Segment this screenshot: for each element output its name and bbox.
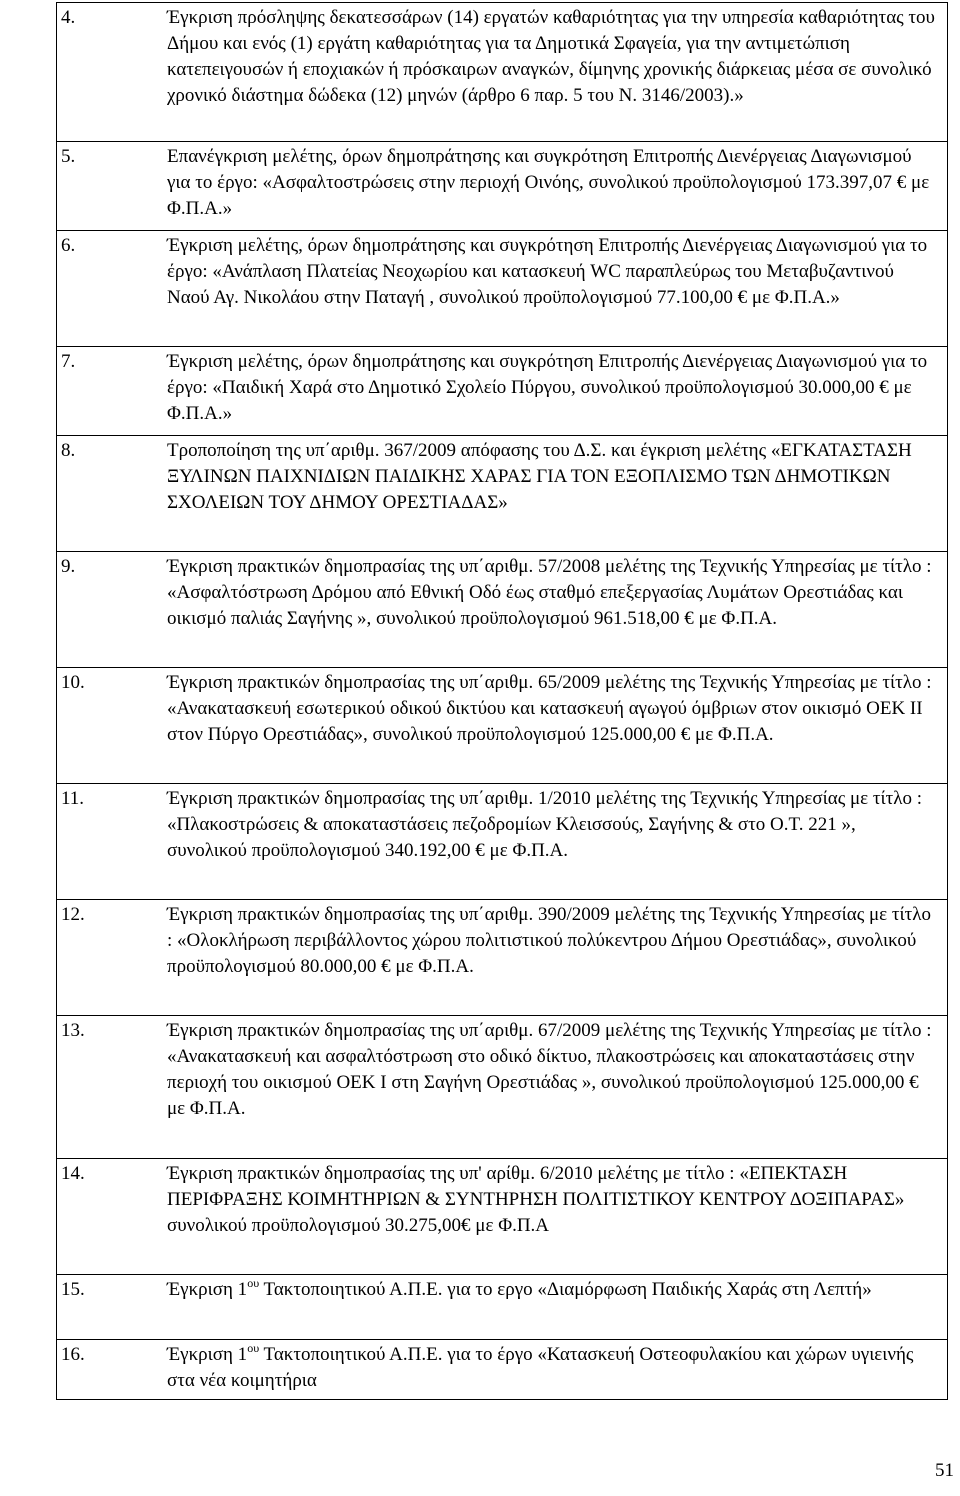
item-number: 4.	[61, 7, 76, 28]
item-text-rest: Τακτοποιητικού Α.Π.Ε. για το έργο «Κατασκευή Οστεοφυλακίου και χώρων υγιεινής στα νέα κοιμητήρια	[167, 1344, 914, 1391]
item-number: 10.	[61, 672, 85, 693]
item-text: Έγκριση πρακτικών δημοπρασίας της υπ΄αριθμ. 67/2009 μελέτης της Τεχνικής Υπηρεσίας με τίτλο : «Ανακατασκευή και ασφαλτόστρωση στο οδικό δίκτυο, πλακοστρώσεις και αποκαταστάσεις στην περιοχή του οικισμού ΟΕΚ Ι στη Σαγήνη Ορεστιάδας », συνολικού προϋπολογισμού 125.000,00 € με Φ.Π.Α.	[167, 1020, 932, 1119]
item-number: 16.	[61, 1344, 85, 1365]
item-text-prefix: Έγκριση 1	[167, 1279, 248, 1300]
item-text	[167, 1277, 943, 1339]
agenda-item-8	[57, 435, 947, 551]
page-number: 51	[935, 1460, 954, 1481]
item-text: Έγκριση μελέτης, όρων δημοπράτησης και συγκρότηση Επιτροπής Διενέργειας Διαγωνισμού για το έργο: «Ανάπλαση Πλατείας Νεοχωρίου και κατασκευή WC παραπλεύρως του Μεταβυζαντινού Ναού Αγ. Νικολάου στην Παταγή , συνολικού προϋπολογισμού 77.100,00 € με Φ.Π.Α.»	[167, 235, 928, 308]
item-text: Έγκριση πρακτικών δημοπρασίας της υπ΄αριθμ. 1/2010 μελέτης της Τεχνικής Υπηρεσίας με τίτλο : «Πλακοστρώσεις & αποκαταστάσεις πεζοδρομίων Κλεισσούς, Σαγήνης & στο Ο.Τ. 221 », συνολικού προϋπολογισμού 340.192,00 € με Φ.Π.Α.	[167, 788, 923, 861]
agenda-table	[56, 2, 948, 1400]
item-number: 14.	[61, 1163, 85, 1184]
item-number: 8.	[61, 440, 76, 461]
item-number: 7.	[61, 351, 76, 372]
item-number: 9.	[61, 556, 76, 577]
agenda-item-13	[57, 1015, 947, 1158]
ordinal-superscript: ου	[247, 1276, 260, 1290]
agenda-item-14	[57, 1158, 947, 1274]
item-text-prefix: Έγκριση 1	[167, 1344, 248, 1365]
item-text: Έγκριση πρακτικών δημοπρασίας της υπ' αρίθμ. 6/2010 μελέτης με τίτλο : «ΕΠΕΚΤΑΣΗ ΠΕΡΙΦΡΑΞΗΣ ΚΟΙΜΗΤΗΡΙΩΝ & ΣΥΝΤΗΡΗΣΗ ΠΟΛΙΤΙΣΤΙΚΟΥ ΚΕΝΤΡΟΥ ΔΟΞΙΠΑΡΑΣ» συνολικού προϋπολογισμού 30.275,00€ με Φ.Π.Α	[167, 1163, 905, 1236]
item-number: 12.	[61, 904, 85, 925]
agenda-item-15	[57, 1274, 947, 1339]
item-text: Έγκριση πρόσληψης δεκατεσσάρων (14) εργατών καθαριότητας για την υπηρεσία καθαριότητας του Δήμου και ενός (1) εργάτη καθαριότητας για τα Δημοτικά Σφαγεία, για την αντιμετώπιση κατεπειγουσών ή εποχιακών ή πρόσκαιρων αναγκών, δίμηνης χρονικής διάρκειας μέσα σε συνολικό χρονικό διάστημα δώδεκα (12) μηνών (άρθρο 6 παρ. 5 του Ν. 3146/2003).»	[167, 7, 935, 106]
agenda-item-6	[57, 230, 947, 346]
item-text: Έγκριση πρακτικών δημοπρασίας της υπ΄αριθμ. 65/2009 μελέτης της Τεχνικής Υπηρεσίας με τίτλο : «Ανακατασκευή εσωτερικού οδικού δικτύου και κατασκευή αγωγού όμβριων στον οικισμό ΟΕΚ ΙΙ στον Πύργο Ορεστιάδας», συνολικού προϋπολογισμού 125.000,00 € με Φ.Π.Α.	[167, 672, 932, 745]
item-number: 11.	[61, 788, 85, 809]
item-text: Έγκριση πρακτικών δημοπρασίας της υπ΄αριθμ. 57/2008 μελέτης της Τεχνικής Υπηρεσίας με τίτλο : «Ασφαλτόστρωση Δρόμου από Εθνική Οδό έως σταθμό επεξεργασίας Λυμάτων Ορεστιάδας και οικισμό παλιάς Σαγήνης », συνολικού προϋπολογισμού 961.518,00 € με Φ.Π.Α.	[167, 556, 932, 629]
item-text	[167, 1342, 943, 1399]
item-text: Έγκριση πρακτικών δημοπρασίας της υπ΄αριθμ. 390/2009 μελέτης της Τεχνικής Υπηρεσίας με τίτλο : «Ολοκλήρωση περιβάλλοντος χώρου πολιτιστικού πολύκεντρου Δήμου Ορεστιάδας», συνολικού προϋπολογισμού 80.000,00 € με Φ.Π.Α.	[167, 904, 931, 977]
ordinal-superscript: ου	[247, 1341, 260, 1355]
agenda-item-10	[57, 667, 947, 783]
item-text-rest: Τακτοποιητικού Α.Π.Ε. για το εργο «Διαμόρφωση Παιδικής Χαράς στη Λεπτή»	[259, 1279, 872, 1300]
agenda-item-5	[57, 141, 947, 230]
agenda-item-11	[57, 783, 947, 899]
agenda-item-4	[57, 3, 947, 141]
agenda-item-7	[57, 346, 947, 435]
item-number: 13.	[61, 1020, 85, 1041]
item-number: 6.	[61, 235, 76, 256]
item-number: 15.	[61, 1279, 85, 1300]
item-number: 5.	[61, 146, 76, 167]
agenda-item-16	[57, 1339, 947, 1399]
agenda-item-9	[57, 551, 947, 667]
item-text: Επανέγκριση μελέτης, όρων δημοπράτησης και συγκρότηση Επιτροπής Διενέργειας Διαγωνισμού για το έργο: «Ασφαλτοστρώσεις στην περιοχή Οινόης, συνολικού προϋπολογισμού 173.397,07 € με Φ.Π.Α.»	[167, 146, 930, 219]
agenda-item-12	[57, 899, 947, 1015]
item-text: Τροποποίηση της υπ΄αριθμ. 367/2009 απόφασης του Δ.Σ. και έγκριση μελέτης «ΕΓΚΑΤΑΣΤΑΣΗ ΞΥΛΙΝΩΝ ΠΑΙΧΝΙΔΙΩΝ ΠΑΙΔΙΚΗΣ ΧΑΡΑΣ ΓΙΑ ΤΟΝ ΕΞΟΠΛΙΣΜΟ ΤΩΝ ΔΗΜΟΤΙΚΩΝ ΣΧΟΛΕΙΩΝ ΤΟΥ ΔΗΜΟΥ ΟΡΕΣΤΙΑΔΑΣ»	[167, 440, 912, 513]
item-text: Έγκριση μελέτης, όρων δημοπράτησης και συγκρότηση Επιτροπής Διενέργειας Διαγωνισμού για το έργο: «Παιδική Χαρά στο Δημοτικό Σχολείο Πύργου, συνολικού προϋπολογισμού 30.000,00 € με Φ.Π.Α.»	[167, 351, 928, 424]
